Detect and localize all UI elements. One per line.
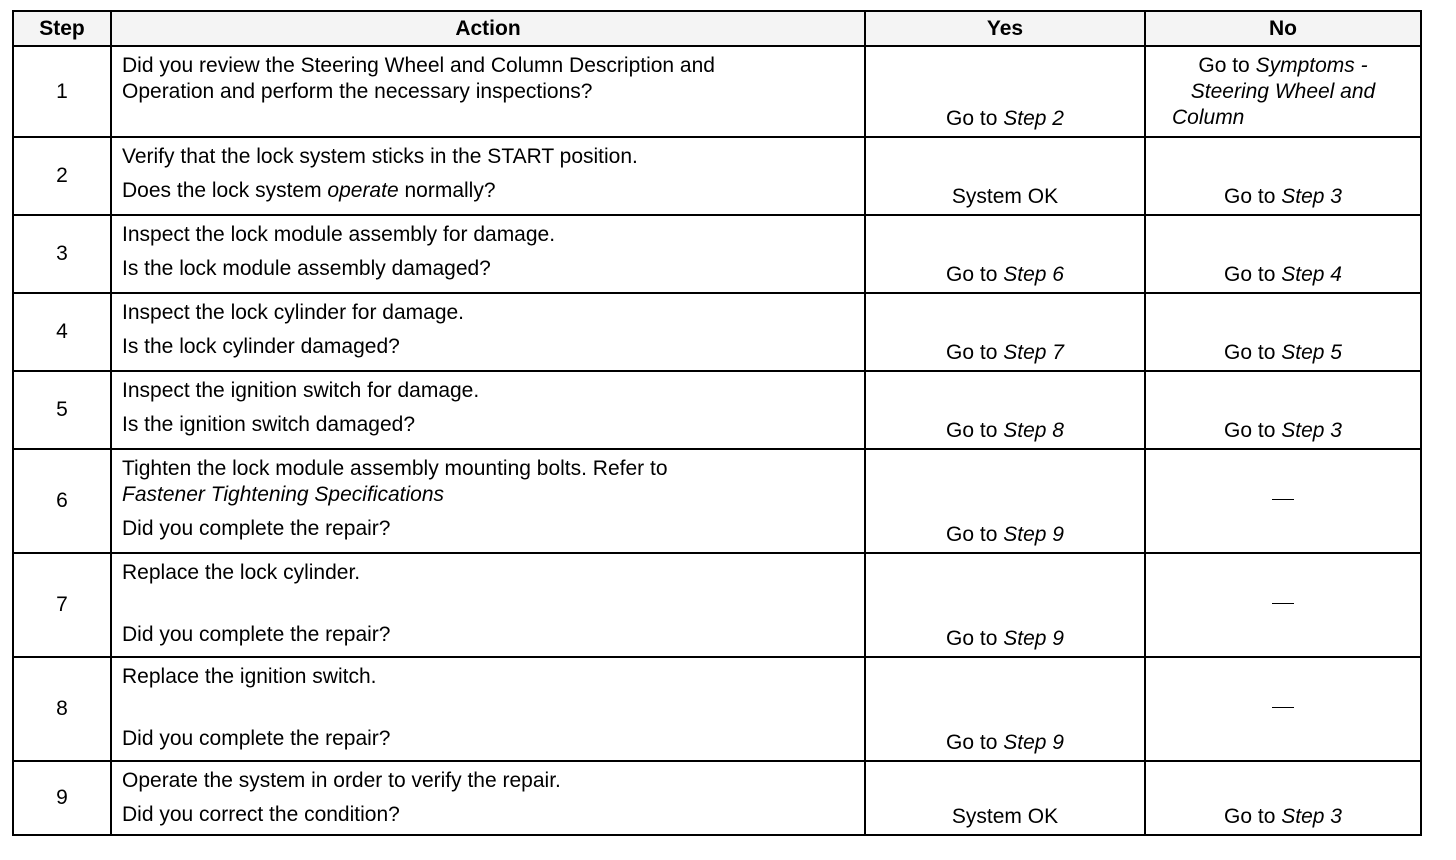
diagnostic-table — [12, 10, 1422, 836]
action-question: Did you complete the repair? — [122, 727, 391, 750]
no-step-link[interactable]: Step 3 — [1281, 185, 1342, 208]
action-cell — [111, 46, 865, 137]
no-cell — [1145, 46, 1421, 137]
no-cell — [1145, 215, 1421, 293]
yes-prefix: Go to — [946, 263, 998, 286]
action-text: Inspect the ignition switch for damage. — [122, 379, 480, 402]
header-yes: Yes — [865, 11, 1145, 46]
yes-cell — [865, 761, 1145, 835]
no-cell — [1145, 137, 1421, 215]
no-ref-link-3[interactable]: Column — [1172, 106, 1245, 129]
header-no: No — [1145, 11, 1421, 46]
action-text: Inspect the lock cylinder for damage. — [122, 301, 465, 324]
yes-cell — [865, 293, 1145, 371]
table-row — [13, 553, 1421, 657]
no-cell — [1145, 657, 1421, 761]
action-text: Inspect the lock module assembly for damage. — [122, 223, 556, 246]
no-prefix: Go to — [1224, 263, 1276, 286]
action-text: Replace the ignition switch. — [122, 665, 377, 688]
no-cell — [1145, 761, 1421, 835]
not-applicable-dash — [1272, 603, 1294, 604]
action-question: Is the lock cylinder damaged? — [122, 335, 400, 358]
yes-prefix: Go to — [946, 731, 998, 754]
action-cell — [111, 761, 865, 835]
yes-step-link[interactable]: Step 9 — [1003, 627, 1064, 650]
action-cell — [111, 137, 865, 215]
yes-prefix: Go to — [946, 627, 998, 650]
yes-cell — [865, 215, 1145, 293]
step-number: 6 — [13, 449, 111, 553]
table-row — [13, 761, 1421, 835]
no-prefix: Go to — [1224, 341, 1276, 364]
yes-step-link[interactable]: Step 9 — [1003, 523, 1064, 546]
yes-cell — [865, 657, 1145, 761]
table-row — [13, 371, 1421, 449]
table-row — [13, 215, 1421, 293]
no-prefix: Go to — [1224, 805, 1276, 828]
action-text: Operate the system in order to verify the repair. — [122, 769, 561, 792]
yes-step-link[interactable]: Step 7 — [1003, 341, 1064, 364]
action-cell — [111, 553, 865, 657]
table-row — [13, 657, 1421, 761]
yes-cell — [865, 46, 1145, 137]
yes-step-link[interactable]: Step 9 — [1003, 731, 1064, 754]
header-row — [13, 11, 1421, 46]
table-row — [13, 293, 1421, 371]
yes-result: System OK — [951, 805, 1059, 828]
header-action: Action — [111, 11, 865, 46]
action-cell — [111, 215, 865, 293]
action-text: Tighten the lock module assembly mounting bolts. Refer to — [122, 457, 668, 480]
action-question: Did you complete the repair? — [122, 517, 391, 540]
yes-prefix: Go to — [946, 419, 998, 442]
no-step-link[interactable]: Step 5 — [1281, 341, 1342, 364]
step-number: 3 — [13, 215, 111, 293]
table-row — [13, 137, 1421, 215]
no-step-link[interactable]: Step 3 — [1281, 805, 1342, 828]
not-applicable-dash — [1272, 707, 1294, 708]
action-cell — [111, 371, 865, 449]
action-question: Is the lock module assembly damaged? — [122, 257, 491, 280]
action-cell — [111, 449, 865, 553]
action-question: Operation and perform the necessary inspections? — [122, 80, 593, 103]
yes-step-link[interactable]: Step 8 — [1003, 419, 1064, 442]
step-number: 1 — [13, 46, 111, 137]
no-prefix: Go to — [1198, 54, 1250, 77]
action-text: Verify that the lock system sticks in the START position. — [122, 145, 638, 168]
header-step: Step — [13, 11, 111, 46]
no-ref-link[interactable]: Symptoms - — [1255, 54, 1368, 77]
yes-prefix: Go to — [946, 341, 998, 364]
no-prefix: Go to — [1224, 419, 1276, 442]
action-reference-link[interactable]: Fastener Tightening Specifications — [122, 483, 444, 506]
no-step-link[interactable]: Step 4 — [1281, 263, 1342, 286]
not-applicable-dash — [1272, 499, 1294, 500]
yes-cell — [865, 553, 1145, 657]
action-cell — [111, 657, 865, 761]
no-cell — [1145, 449, 1421, 553]
action-text: Replace the lock cylinder. — [122, 561, 361, 584]
yes-step-link[interactable]: Step 2 — [1003, 107, 1064, 130]
no-cell — [1145, 293, 1421, 371]
yes-prefix: Go to — [946, 107, 998, 130]
step-number: 5 — [13, 371, 111, 449]
table-row — [13, 449, 1421, 553]
step-number: 7 — [13, 553, 111, 657]
yes-cell — [865, 137, 1145, 215]
action-cell — [111, 293, 865, 371]
no-cell — [1145, 553, 1421, 657]
yes-cell — [865, 449, 1145, 553]
yes-step-link[interactable]: Step 6 — [1003, 263, 1064, 286]
step-number: 8 — [13, 657, 111, 761]
no-cell — [1145, 371, 1421, 449]
action-question: Does the lock system operate normally? — [122, 179, 496, 202]
action-question: Did you correct the condition? — [122, 803, 400, 826]
action-question: Is the ignition switch damaged? — [122, 413, 416, 436]
yes-result: System OK — [951, 185, 1059, 208]
step-number: 4 — [13, 293, 111, 371]
step-number: 9 — [13, 761, 111, 835]
step-number: 2 — [13, 137, 111, 215]
yes-cell — [865, 371, 1145, 449]
yes-prefix: Go to — [946, 523, 998, 546]
no-step-link[interactable]: Step 3 — [1281, 419, 1342, 442]
table-row — [13, 46, 1421, 137]
no-ref-link-2[interactable]: Steering Wheel and — [1190, 80, 1376, 103]
action-text: Did you review the Steering Wheel and Column Description and — [122, 54, 715, 77]
no-prefix: Go to — [1224, 185, 1276, 208]
action-question: Did you complete the repair? — [122, 623, 391, 646]
